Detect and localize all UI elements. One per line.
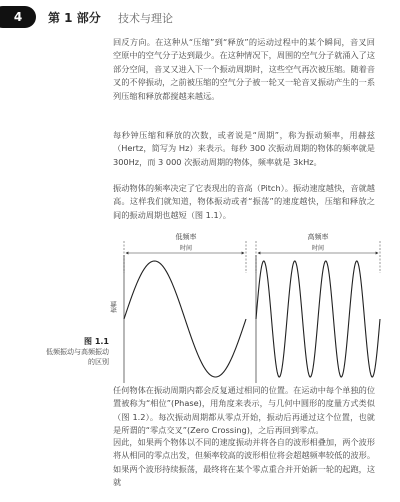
high-time-label: 时间	[311, 245, 325, 252]
body-paragraph-3: 振动物体的频率决定了它表现出的音高（Pitch）。振动速度越快，音就越高。这样我们就知道，物体振动或者“振荡”的速度越快，压缩和释放之间的振动周期也越短（图 1.1）。	[113, 183, 375, 220]
part-title: 第 1 部分	[48, 11, 101, 25]
body-paragraph-1: 回反方向。在这种从“压缩”到“释放”的运动过程中的某个瞬间，音叉回空原中的空气分子达到最少。在这种情况下，周围的空气分子就涌入了这部分空间，音叉又进入下一个振动周期时，这些空气再次被压缩。随着音叉的不停振动，之前被压缩的空气分子被一轮又一轮音叉振动产生的一系列压缩和释放都搅越来越远。	[113, 37, 376, 101]
figure-number: 图 1.1	[84, 337, 109, 346]
figure-caption	[14, 336, 109, 367]
page-header	[0, 0, 400, 34]
figure-caption-line-2: 的区别	[88, 358, 109, 366]
low-time-label: 时间	[179, 245, 193, 252]
high-frequency-label: 高频率	[307, 233, 329, 241]
body-paragraph-2: 每秒钟压缩和释放的次数，或者说是“周期”，称为振动频率，用赫兹（Hertz，简写为 Hz）来表示。每秒 300 次振动周期的物体的频率就是 300Hz，而 3 000 次振动周期的物体，频率就是 3kHz。	[113, 130, 375, 167]
body-paragraph-4: 任何物体在振动周期内都会反复通过相同的位置。在运动中每个单独的位置被称为“相位”(Phase)，用角度来表示，与几何中圆形的度量方式类似（图 1.2）。每次振动周期都从零点开始，振动后再通过这个位置，也就是所谓的“零点交叉”(Zero Crossing)，之后再回到零点。	[113, 385, 376, 436]
body-paragraph-5: 因此，如果两个物体以不同的速度振动并将各自的波形相叠加，两个波形将从相同的零点出发，但频率较高的波形相位将会超越频率较低的波形。如果两个波形持续振荡，最终将在某个零点重合并开始新一轮的起跑，这就	[113, 437, 376, 488]
amplitude-label: 振幅	[111, 300, 118, 314]
page-number-badge: 4	[0, 6, 36, 28]
figure-caption-line-1: 低频振动与高频振动	[46, 348, 109, 356]
section-title: 技术与理论	[118, 12, 173, 25]
low-frequency-waveform	[124, 261, 246, 377]
high-frequency-waveform	[256, 261, 380, 377]
low-frequency-label: 低频率	[175, 233, 197, 241]
